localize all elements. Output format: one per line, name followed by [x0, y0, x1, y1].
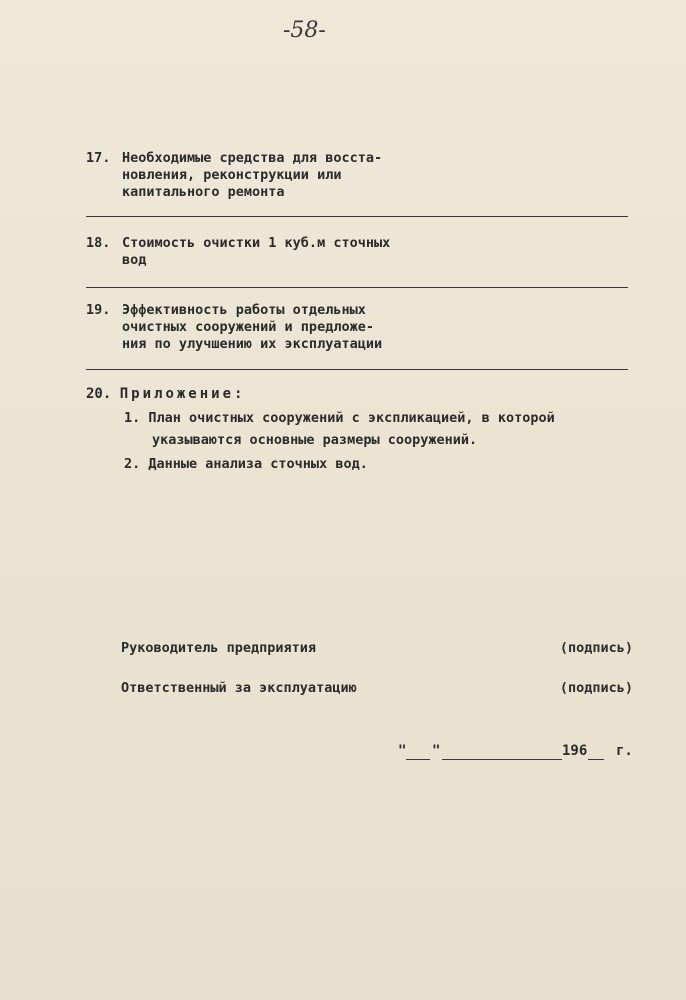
item-text: Стоимость очистки 1 куб.м сточных вод: [122, 235, 391, 268]
item-number: 17.: [86, 150, 111, 166]
year-prefix: 196: [562, 743, 588, 759]
appendix-entry-2: 2. Данные анализа сточных вод.: [124, 456, 368, 472]
day-blank: [406, 759, 430, 760]
answer-line: [86, 287, 628, 288]
signature-label: Руководитель предприятия: [121, 640, 317, 656]
signature-placeholder: (подпись): [559, 680, 633, 696]
appendix-heading: [86, 386, 245, 402]
item-number: 19.: [86, 302, 111, 318]
item-number: 18.: [86, 235, 111, 251]
signature-placeholder: (подпись): [559, 640, 633, 656]
answer-line: [86, 216, 628, 217]
year-suffix: г.: [616, 743, 633, 759]
appendix-entry-1-line-1: 1. План очистных сооружений с экспликацией, в которой: [124, 410, 555, 426]
year-blank: [588, 759, 604, 760]
date-quote-open: ": [398, 743, 407, 759]
answer-line: [86, 369, 628, 370]
item-text: Эффективность работы отдельных очистных сооружений и предложе- ния по улучшению их эксплуатации: [122, 302, 383, 352]
date-quote-close: ": [432, 743, 441, 759]
signature-label: Ответственный за эксплуатацию: [121, 680, 357, 696]
month-blank: [442, 759, 562, 760]
item-text: Необходимые средства для восста- новления, реконструкции или капитального ремонта: [122, 150, 383, 200]
appendix-entry-1-line-2: указываются основные размеры сооружений.: [152, 432, 478, 448]
date-line: [392, 743, 637, 761]
page-number: -58-: [283, 18, 326, 43]
appendix-title: Приложение:: [119, 386, 246, 402]
item-number: 20.: [86, 386, 112, 402]
